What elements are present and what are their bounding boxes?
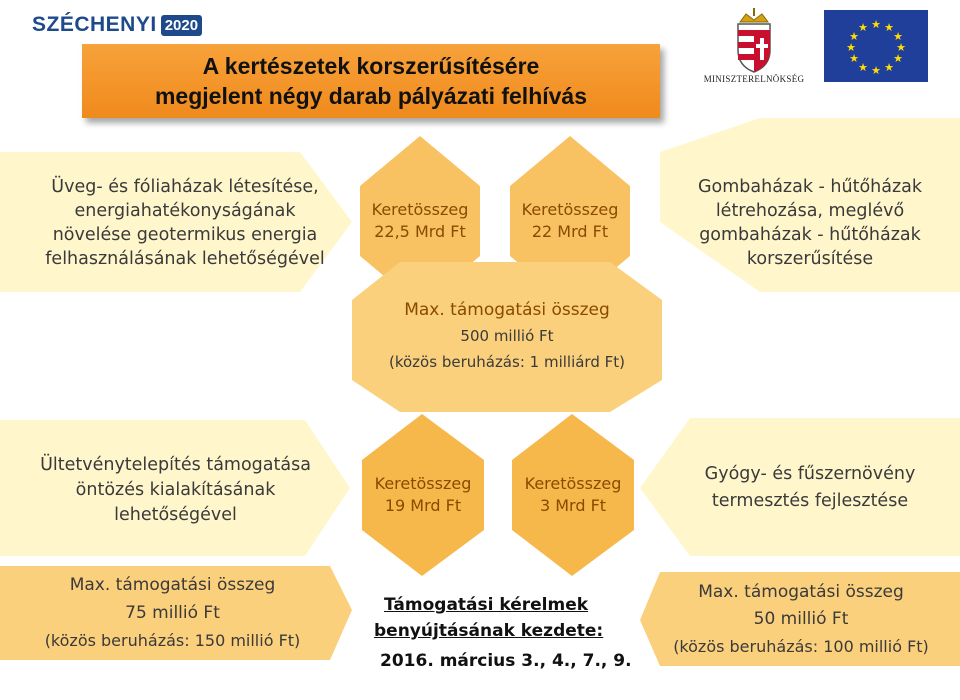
call-3-line-2: öntözés kialakításának bbox=[75, 479, 276, 500]
call-2-line-4: korszerűsítése bbox=[746, 249, 874, 269]
coat-of-arms-icon bbox=[738, 8, 770, 72]
call-2-budget-label: Keretösszeg bbox=[521, 200, 619, 219]
call-1-line-1: Üveg- és fóliaházak létesítése, bbox=[51, 177, 319, 197]
call-2-line-3: gombaházak - hűtőházak bbox=[699, 225, 921, 245]
application-start-date bbox=[362, 592, 632, 674]
call-4-budget-value: 3 Mrd Ft bbox=[539, 496, 607, 515]
deadline-line-3: 2016. március 3., 4., 7., 9. bbox=[380, 651, 632, 671]
call-1-budget bbox=[360, 186, 480, 256]
call-1-line-3: növelése geotermikus energia bbox=[52, 225, 318, 245]
call-1-budget-value: 22,5 Mrd Ft bbox=[374, 222, 466, 241]
call-2-line-2: létrehozása, meglévő bbox=[715, 201, 905, 221]
call-3-budget-value: 19 Mrd Ft bbox=[384, 496, 462, 515]
call-4-line-1: Gyógy- és fűszernövény bbox=[704, 464, 916, 484]
svg-text:★: ★ bbox=[849, 30, 859, 43]
call-3-line-1: Ültetvénytelepítés támogatása bbox=[40, 454, 311, 475]
top-max-support-label: Max. támogatási összeg bbox=[404, 300, 610, 320]
bottom-left-max-support-label: Max. támogatási összeg bbox=[69, 575, 276, 595]
call-4-line-2: termesztés fejlesztése bbox=[711, 491, 909, 511]
call-3-line-3: lehetőségével bbox=[114, 504, 237, 525]
bottom-right-max-support-label: Max. támogatási összeg bbox=[698, 581, 904, 602]
svg-text:★: ★ bbox=[849, 52, 859, 65]
szechenyi-logo-text: SZÉCHENYI bbox=[32, 13, 157, 36]
svg-text:★: ★ bbox=[893, 52, 903, 65]
szechenyi-logo bbox=[32, 10, 202, 40]
svg-text:★: ★ bbox=[871, 18, 881, 31]
call-2-description bbox=[660, 160, 960, 286]
page-title-line-1: A kertészetek korszerűsítésére bbox=[202, 53, 540, 79]
call-1-line-4: felhasználásának lehetőségével bbox=[45, 249, 325, 269]
svg-text:★: ★ bbox=[858, 21, 868, 34]
call-2-budget-value: 22 Mrd Ft bbox=[531, 222, 609, 241]
page-title-line-2: megjelent négy darab pályázati felhívás bbox=[154, 83, 588, 109]
svg-text:★: ★ bbox=[893, 30, 903, 43]
bottom-right-max-support-value: 50 millió Ft bbox=[753, 608, 849, 629]
szechenyi-logo-year: 2020 bbox=[161, 15, 202, 36]
svg-text:★: ★ bbox=[858, 61, 868, 74]
call-2-budget bbox=[510, 186, 630, 256]
call-1-budget-label: Keretösszeg bbox=[371, 200, 469, 219]
svg-text:★: ★ bbox=[846, 41, 856, 54]
svg-text:★: ★ bbox=[884, 21, 894, 34]
call-3-budget bbox=[362, 460, 484, 530]
call-3-budget-label: Keretösszeg bbox=[374, 474, 472, 493]
top-max-support bbox=[352, 284, 662, 388]
ministry-logo-text: MINISZTERELNÖKSÉG bbox=[703, 74, 805, 84]
deadline-line-2: benyújtásának kezdete: bbox=[374, 621, 604, 641]
bottom-right-max-support-note: (közös beruházás: 100 millió Ft) bbox=[673, 636, 929, 656]
svg-text:★: ★ bbox=[884, 61, 894, 74]
call-4-description bbox=[660, 450, 960, 526]
deadline-line-1: Támogatási kérelmek bbox=[384, 595, 589, 615]
svg-text:★: ★ bbox=[896, 41, 906, 54]
call-1-description bbox=[20, 160, 350, 286]
eu-flag-icon bbox=[824, 10, 928, 82]
call-1-line-2: energiahatékonyságának bbox=[74, 201, 296, 221]
call-2-line-1: Gombaházak - hűtőházak bbox=[697, 177, 923, 197]
page-title-box bbox=[82, 44, 660, 118]
call-4-budget-label: Keretösszeg bbox=[524, 474, 622, 493]
bottom-left-max-support bbox=[0, 568, 345, 658]
svg-text:★: ★ bbox=[871, 64, 881, 77]
top-max-support-note: (közös beruházás: 1 milliárd Ft) bbox=[389, 353, 625, 371]
top-max-support-value: 500 millió Ft bbox=[460, 327, 554, 345]
call-3-description bbox=[18, 440, 333, 540]
bottom-left-max-support-value: 75 millió Ft bbox=[125, 603, 220, 623]
bottom-left-max-support-note: (közös beruházás: 150 millió Ft) bbox=[44, 631, 301, 650]
bottom-right-max-support bbox=[645, 574, 957, 664]
call-4-budget bbox=[512, 460, 634, 530]
